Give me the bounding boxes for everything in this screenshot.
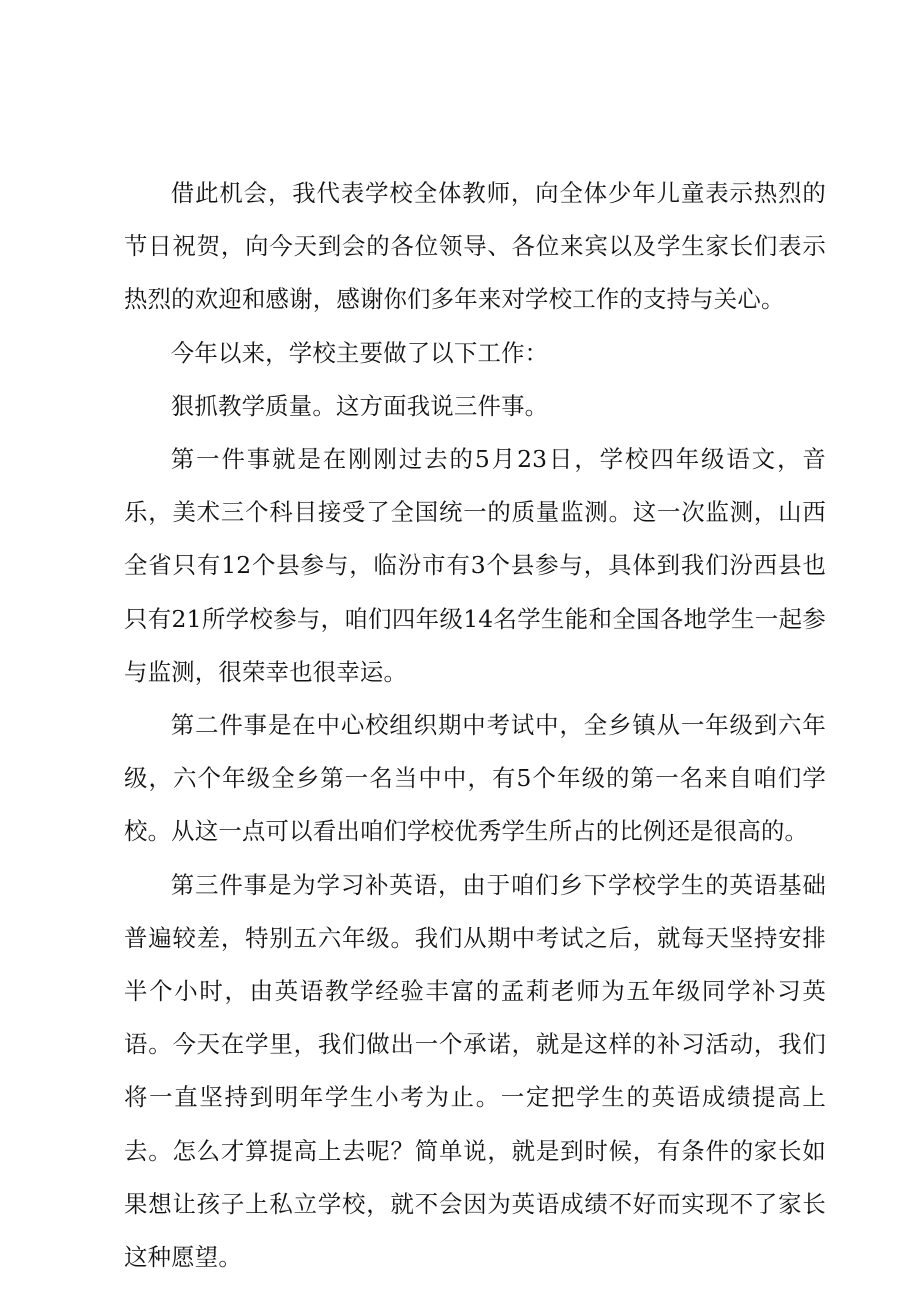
paragraph-third-matter: 第三件事是为学习补英语，由于咱们乡下学校学生的英语基础普遍较差，特别五六年级。我们从期中考试之后，就每天坚持安排半个小时，由英语教学经验丰富的孟莉老师为五年级同学补习英语。今天在学里，我们做出一个承诺，就是这样的补习活动，我们将一直坚持到明年学生小考为止。一定把学生的英语成绩提高上去。怎么才算提高上去呢？简单说，就是到时候，有条件的家长如果想让孩子上私立学校，就不会因为英语成绩不好而实现不了家长这种愿望。 — [124, 870, 826, 1272]
document-body — [124, 167, 826, 1284]
paragraph-work-intro: 今年以来，学校主要做了以下工作： — [170, 338, 549, 367]
paragraph-greeting: 借此机会，我代表学校全体教师，向全体少年儿童表示热烈的节日祝贺，向今天到会的各位领导、各位来宾以及学生家长们表示热烈的欢迎和感谢，感谢你们多年来对学校工作的支持与关心。 — [124, 179, 826, 314]
paragraph-first-matter: 第一件事就是在刚刚过去的5月23日，学校四年级语文，音乐，美术三个科目接受了全国统一的质量监测。这一次监测，山西全省只有12个县参与，临汾市有3个县参与，具体到我们汾西县也只有21所学校参与，咱们四年级14名学生能和全国各地学生一起参与监测，很荣幸也很幸运。 — [124, 445, 826, 686]
paragraph-second-matter: 第二件事是在中心校组织期中考试中，全乡镇从一年级到六年级，六个年级全乡第一名当中中，有5个年级的第一名来自咱们学校。从这一点可以看出咱们学校优秀学生所占的比例还是很高的。 — [124, 711, 826, 846]
paragraph-teaching-quality: 狠抓教学质量。这方面我说三件事。 — [170, 391, 549, 420]
